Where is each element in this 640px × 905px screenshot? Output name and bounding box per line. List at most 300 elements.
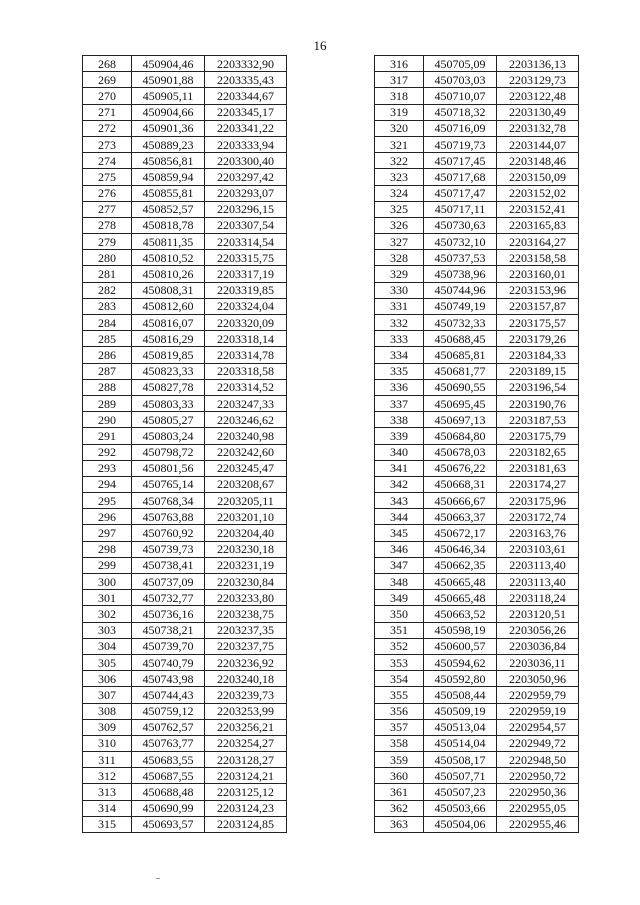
table-row [83,56,287,72]
x-coordinate-cell: 450765,14 [132,476,205,492]
point-number-cell: 332 [375,315,424,331]
point-number-cell: 327 [375,234,424,250]
point-number-cell: 346 [375,541,424,557]
x-coordinate-cell: 450827,78 [132,379,205,395]
x-coordinate-cell: 450663,52 [424,606,497,622]
point-number-cell: 358 [375,735,424,751]
table-row [83,201,287,217]
table-row [375,768,579,784]
coordinates-table-left [82,55,287,833]
point-number-cell: 351 [375,622,424,638]
point-number-cell: 277 [83,201,132,217]
x-coordinate-cell: 450672,17 [424,525,497,541]
table-row [83,266,287,282]
y-coordinate-cell: 2203136,13 [497,56,579,72]
x-coordinate-cell: 450904,66 [132,104,205,120]
table-row [83,816,287,832]
table-row [375,153,579,169]
coordinates-table-right [374,55,579,833]
y-coordinate-cell: 2203144,07 [497,136,579,152]
x-coordinate-cell: 450805,27 [132,412,205,428]
x-coordinate-cell: 450798,72 [132,444,205,460]
table-row [83,250,287,266]
x-coordinate-cell: 450803,33 [132,395,205,411]
point-number-cell: 336 [375,379,424,395]
y-coordinate-cell: 2203254,27 [205,735,287,751]
y-coordinate-cell: 2203124,23 [205,800,287,816]
x-coordinate-cell: 450662,35 [424,557,497,573]
table-row [375,703,579,719]
y-coordinate-cell: 2203122,48 [497,88,579,104]
y-coordinate-cell: 2203333,94 [205,136,287,152]
point-number-cell: 309 [83,719,132,735]
table-row [83,72,287,88]
point-number-cell: 359 [375,752,424,768]
point-number-cell: 297 [83,525,132,541]
y-coordinate-cell: 2203318,58 [205,363,287,379]
x-coordinate-cell: 450759,12 [132,703,205,719]
table-row [375,282,579,298]
y-coordinate-cell: 2203314,78 [205,347,287,363]
point-number-cell: 298 [83,541,132,557]
x-coordinate-cell: 450710,07 [424,88,497,104]
x-coordinate-cell: 450744,43 [132,687,205,703]
y-coordinate-cell: 2203174,27 [497,476,579,492]
x-coordinate-cell: 450732,77 [132,590,205,606]
point-number-cell: 302 [83,606,132,622]
y-coordinate-cell: 2203124,85 [205,816,287,832]
point-number-cell: 337 [375,395,424,411]
table-row [83,574,287,590]
x-coordinate-cell: 450811,35 [132,234,205,250]
point-number-cell: 287 [83,363,132,379]
y-coordinate-cell: 2202950,36 [497,784,579,800]
point-number-cell: 320 [375,120,424,136]
table-row [375,638,579,654]
y-coordinate-cell: 2203314,54 [205,234,287,250]
y-coordinate-cell: 2203345,17 [205,104,287,120]
point-number-cell: 283 [83,298,132,314]
table-row [375,671,579,687]
point-number-cell: 317 [375,72,424,88]
y-coordinate-cell: 2202959,79 [497,687,579,703]
table-row [83,687,287,703]
y-coordinate-cell: 2203239,73 [205,687,287,703]
y-coordinate-cell: 2203293,07 [205,185,287,201]
point-number-cell: 305 [83,654,132,670]
point-number-cell: 325 [375,201,424,217]
y-coordinate-cell: 2203246,62 [205,412,287,428]
table-row [83,493,287,509]
x-coordinate-cell: 450687,55 [132,768,205,784]
x-coordinate-cell: 450719,73 [424,136,497,152]
x-coordinate-cell: 450684,80 [424,428,497,444]
y-coordinate-cell: 2203160,01 [497,266,579,282]
x-coordinate-cell: 450749,19 [424,298,497,314]
point-number-cell: 307 [83,687,132,703]
point-number-cell: 281 [83,266,132,282]
y-coordinate-cell: 2203153,96 [497,282,579,298]
x-coordinate-cell: 450730,63 [424,217,497,233]
table-row [375,315,579,331]
y-coordinate-cell: 2203132,78 [497,120,579,136]
table-row [375,800,579,816]
table-row [375,735,579,751]
table-row [83,282,287,298]
y-coordinate-cell: 2203148,46 [497,153,579,169]
point-number-cell: 355 [375,687,424,703]
x-coordinate-cell: 450762,57 [132,719,205,735]
x-coordinate-cell: 450743,98 [132,671,205,687]
table-row [83,476,287,492]
x-coordinate-cell: 450901,36 [132,120,205,136]
point-number-cell: 276 [83,185,132,201]
x-coordinate-cell: 450803,24 [132,428,205,444]
x-coordinate-cell: 450852,57 [132,201,205,217]
table-row [83,315,287,331]
table-row [375,574,579,590]
y-coordinate-cell: 2203317,19 [205,266,287,282]
table-row [375,606,579,622]
x-coordinate-cell: 450676,22 [424,460,497,476]
point-number-cell: 301 [83,590,132,606]
table-row [375,525,579,541]
x-coordinate-cell: 450717,45 [424,153,497,169]
x-coordinate-cell: 450514,04 [424,735,497,751]
point-number-cell: 353 [375,654,424,670]
point-number-cell: 324 [375,185,424,201]
x-coordinate-cell: 450801,56 [132,460,205,476]
x-coordinate-cell: 450889,23 [132,136,205,152]
x-coordinate-cell: 450665,48 [424,590,497,606]
x-coordinate-cell: 450812,60 [132,298,205,314]
point-number-cell: 315 [83,816,132,832]
y-coordinate-cell: 2203036,84 [497,638,579,654]
point-number-cell: 299 [83,557,132,573]
y-coordinate-cell: 2203205,11 [205,493,287,509]
x-coordinate-cell: 450592,80 [424,671,497,687]
x-coordinate-cell: 450905,11 [132,88,205,104]
point-number-cell: 274 [83,153,132,169]
point-number-cell: 334 [375,347,424,363]
point-number-cell: 341 [375,460,424,476]
point-number-cell: 362 [375,800,424,816]
y-coordinate-cell: 2203120,51 [497,606,579,622]
y-coordinate-cell: 2203230,18 [205,541,287,557]
x-coordinate-cell: 450732,10 [424,234,497,250]
table-row [375,412,579,428]
point-number-cell: 356 [375,703,424,719]
point-number-cell: 310 [83,735,132,751]
x-coordinate-cell: 450856,81 [132,153,205,169]
y-coordinate-cell: 2202955,05 [497,800,579,816]
point-number-cell: 329 [375,266,424,282]
x-coordinate-cell: 450705,09 [424,56,497,72]
point-number-cell: 270 [83,88,132,104]
table-row [83,671,287,687]
point-number-cell: 294 [83,476,132,492]
y-coordinate-cell: 2203196,54 [497,379,579,395]
y-coordinate-cell: 2203247,33 [205,395,287,411]
table-row [375,816,579,832]
x-coordinate-cell: 450818,78 [132,217,205,233]
point-number-cell: 354 [375,671,424,687]
table-row [83,185,287,201]
x-coordinate-cell: 450816,29 [132,331,205,347]
y-coordinate-cell: 2203296,15 [205,201,287,217]
y-coordinate-cell: 2203208,67 [205,476,287,492]
table-row [83,120,287,136]
point-number-cell: 339 [375,428,424,444]
y-coordinate-cell: 2203300,40 [205,153,287,169]
table-row [83,525,287,541]
point-number-cell: 285 [83,331,132,347]
table-row [375,395,579,411]
point-number-cell: 331 [375,298,424,314]
coordinates-table-right-body [375,56,579,833]
table-row [375,590,579,606]
y-coordinate-cell: 2202948,50 [497,752,579,768]
x-coordinate-cell: 450738,96 [424,266,497,282]
point-number-cell: 308 [83,703,132,719]
x-coordinate-cell: 450594,62 [424,654,497,670]
point-number-cell: 318 [375,88,424,104]
y-coordinate-cell: 2203332,90 [205,56,287,72]
x-coordinate-cell: 450513,04 [424,719,497,735]
y-coordinate-cell: 2203182,65 [497,444,579,460]
y-coordinate-cell: 2203130,49 [497,104,579,120]
table-row [375,169,579,185]
x-coordinate-cell: 450736,16 [132,606,205,622]
table-row [83,719,287,735]
y-coordinate-cell: 2203128,27 [205,752,287,768]
point-number-cell: 291 [83,428,132,444]
table-row [375,687,579,703]
point-number-cell: 321 [375,136,424,152]
point-number-cell: 284 [83,315,132,331]
point-number-cell: 342 [375,476,424,492]
table-row [375,654,579,670]
y-coordinate-cell: 2203230,84 [205,574,287,590]
x-coordinate-cell: 450678,03 [424,444,497,460]
x-coordinate-cell: 450509,19 [424,703,497,719]
table-row [83,638,287,654]
point-number-cell: 290 [83,412,132,428]
x-coordinate-cell: 450695,45 [424,395,497,411]
point-number-cell: 322 [375,153,424,169]
point-number-cell: 345 [375,525,424,541]
x-coordinate-cell: 450663,37 [424,509,497,525]
table-row [375,56,579,72]
point-number-cell: 280 [83,250,132,266]
x-coordinate-cell: 450717,68 [424,169,497,185]
x-coordinate-cell: 450737,09 [132,574,205,590]
table-row [83,654,287,670]
y-coordinate-cell: 2202954,57 [497,719,579,735]
y-coordinate-cell: 2203056,26 [497,622,579,638]
table-row [83,735,287,751]
point-number-cell: 282 [83,282,132,298]
y-coordinate-cell: 2202950,72 [497,768,579,784]
table-row [83,331,287,347]
table-row [375,250,579,266]
table-row [83,104,287,120]
y-coordinate-cell: 2203314,52 [205,379,287,395]
y-coordinate-cell: 2203320,09 [205,315,287,331]
table-row [83,590,287,606]
point-number-cell: 311 [83,752,132,768]
table-row [375,493,579,509]
y-coordinate-cell: 2203324,04 [205,298,287,314]
y-coordinate-cell: 2202955,46 [497,816,579,832]
y-coordinate-cell: 2203237,75 [205,638,287,654]
y-coordinate-cell: 2203184,33 [497,347,579,363]
y-coordinate-cell: 2203253,99 [205,703,287,719]
table-row [375,509,579,525]
x-coordinate-cell: 450810,26 [132,266,205,282]
table-row [83,557,287,573]
x-coordinate-cell: 450738,41 [132,557,205,573]
scan-artifact [156,878,160,879]
y-coordinate-cell: 2203335,43 [205,72,287,88]
x-coordinate-cell: 450508,17 [424,752,497,768]
x-coordinate-cell: 450859,94 [132,169,205,185]
point-number-cell: 344 [375,509,424,525]
x-coordinate-cell: 450690,99 [132,800,205,816]
x-coordinate-cell: 450508,44 [424,687,497,703]
y-coordinate-cell: 2203172,74 [497,509,579,525]
table-row [375,347,579,363]
point-number-cell: 269 [83,72,132,88]
y-coordinate-cell: 2203129,73 [497,72,579,88]
table-row [83,136,287,152]
x-coordinate-cell: 450600,57 [424,638,497,654]
table-row [83,153,287,169]
x-coordinate-cell: 450646,34 [424,541,497,557]
x-coordinate-cell: 450737,53 [424,250,497,266]
table-row [375,266,579,282]
point-number-cell: 271 [83,104,132,120]
y-coordinate-cell: 2203297,42 [205,169,287,185]
table-row [83,784,287,800]
y-coordinate-cell: 2203245,47 [205,460,287,476]
table-row [83,800,287,816]
point-number-cell: 268 [83,56,132,72]
table-row [375,234,579,250]
y-coordinate-cell: 2203187,53 [497,412,579,428]
y-coordinate-cell: 2203344,67 [205,88,287,104]
point-number-cell: 348 [375,574,424,590]
table-row [83,460,287,476]
y-coordinate-cell: 2203233,80 [205,590,287,606]
table-row [83,606,287,622]
y-coordinate-cell: 2203036,11 [497,654,579,670]
point-number-cell: 350 [375,606,424,622]
point-number-cell: 292 [83,444,132,460]
table-row [375,363,579,379]
x-coordinate-cell: 450507,71 [424,768,497,784]
point-number-cell: 338 [375,412,424,428]
table-row [375,72,579,88]
y-coordinate-cell: 2203157,87 [497,298,579,314]
x-coordinate-cell: 450819,85 [132,347,205,363]
table-row [83,169,287,185]
point-number-cell: 293 [83,460,132,476]
table-row [375,331,579,347]
x-coordinate-cell: 450703,03 [424,72,497,88]
table-row [83,217,287,233]
y-coordinate-cell: 2203237,35 [205,622,287,638]
table-row [83,509,287,525]
y-coordinate-cell: 2203341,22 [205,120,287,136]
table-row [83,379,287,395]
y-coordinate-cell: 2203163,76 [497,525,579,541]
table-row [375,622,579,638]
y-coordinate-cell: 2203125,12 [205,784,287,800]
y-coordinate-cell: 2203050,96 [497,671,579,687]
point-number-cell: 288 [83,379,132,395]
y-coordinate-cell: 2203231,19 [205,557,287,573]
y-coordinate-cell: 2203150,09 [497,169,579,185]
point-number-cell: 300 [83,574,132,590]
x-coordinate-cell: 450685,81 [424,347,497,363]
x-coordinate-cell: 450763,77 [132,735,205,751]
x-coordinate-cell: 450665,48 [424,574,497,590]
point-number-cell: 303 [83,622,132,638]
x-coordinate-cell: 450810,52 [132,250,205,266]
y-coordinate-cell: 2203238,75 [205,606,287,622]
table-row [83,298,287,314]
y-coordinate-cell: 2203190,76 [497,395,579,411]
table-row [375,298,579,314]
y-coordinate-cell: 2203113,40 [497,574,579,590]
x-coordinate-cell: 450744,96 [424,282,497,298]
x-coordinate-cell: 450693,57 [132,816,205,832]
point-number-cell: 278 [83,217,132,233]
x-coordinate-cell: 450697,13 [424,412,497,428]
point-number-cell: 328 [375,250,424,266]
y-coordinate-cell: 2203175,57 [497,315,579,331]
point-number-cell: 295 [83,493,132,509]
point-number-cell: 340 [375,444,424,460]
x-coordinate-cell: 450688,45 [424,331,497,347]
y-coordinate-cell: 2203124,21 [205,768,287,784]
table-row [83,622,287,638]
point-number-cell: 361 [375,784,424,800]
y-coordinate-cell: 2202949,72 [497,735,579,751]
y-coordinate-cell: 2203113,40 [497,557,579,573]
x-coordinate-cell: 450823,33 [132,363,205,379]
x-coordinate-cell: 450855,81 [132,185,205,201]
x-coordinate-cell: 450901,88 [132,72,205,88]
x-coordinate-cell: 450718,32 [424,104,497,120]
x-coordinate-cell: 450738,21 [132,622,205,638]
point-number-cell: 273 [83,136,132,152]
y-coordinate-cell: 2203236,92 [205,654,287,670]
y-coordinate-cell: 2203240,98 [205,428,287,444]
x-coordinate-cell: 450503,66 [424,800,497,816]
x-coordinate-cell: 450717,47 [424,185,497,201]
y-coordinate-cell: 2203204,40 [205,525,287,541]
table-row [375,379,579,395]
x-coordinate-cell: 450739,73 [132,541,205,557]
y-coordinate-cell: 2203103,61 [497,541,579,557]
y-coordinate-cell: 2203165,83 [497,217,579,233]
x-coordinate-cell: 450598,19 [424,622,497,638]
point-number-cell: 335 [375,363,424,379]
x-coordinate-cell: 450760,92 [132,525,205,541]
table-row [375,104,579,120]
